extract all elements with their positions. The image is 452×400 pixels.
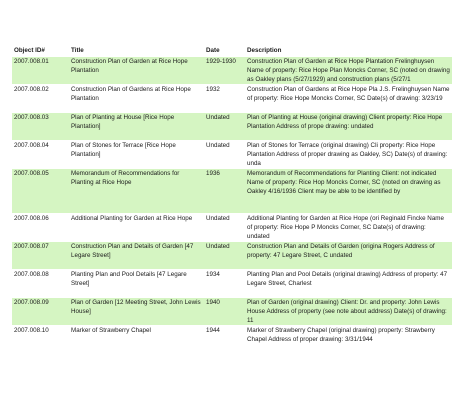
cell-object-id: 2007.008.01: [12, 57, 69, 85]
cell-description: Construction Plan of Gardens at Rice Hope Pla J.S. Frelinghuysen Name of property: Rice Hope Moncks Corner, SC Date(s) of drawing: 3/23/19: [247, 86, 450, 102]
cell-date: 1940: [204, 298, 245, 326]
table-row: [12, 242, 452, 270]
header-title: Title: [71, 47, 84, 54]
cell-description: Marker of Strawberry Chapel (original drawing) property: Strawberry Chapel Address of proper drawing: 3/31/1944: [247, 327, 435, 343]
cell-title: Plan of Garden [12 Meeting Street, John Lewis House]: [69, 298, 204, 326]
table-row: [12, 141, 452, 169]
cell-date: Undated: [206, 215, 230, 222]
cell-title: Plan of Planting at House [Rice Hope Plantation]: [69, 113, 204, 141]
catalog-table: [12, 46, 452, 354]
cell-object-id: 2007.008.10: [14, 327, 49, 334]
cell-date: 1934: [206, 271, 220, 278]
table-row: [12, 113, 452, 141]
cell-date: 1932: [206, 86, 220, 93]
cell-description: Plan of Garden (original drawing) Client: Dr. and property: John Lewis House Address of property (see note about address) Date(s) of drawing: 11: [245, 298, 452, 326]
cell-object-id: 2007.008.02: [14, 86, 49, 93]
cell-date: Undated: [204, 113, 245, 141]
cell-date: 1936: [204, 169, 245, 214]
cell-description: Additional Planting for Garden at Rice Hope (ori Reginald Fincke Name of property: Rice Hope P Moncks Corner, SC Date(s) of drawing: undated: [247, 215, 444, 240]
table-row: [12, 57, 452, 85]
cell-description: Planting Plan and Pool Details (original drawing) Address of property: 47 Legare Street, Charlest: [247, 271, 448, 287]
cell-object-id: 2007.008.08: [14, 271, 49, 278]
cell-title: Marker of Strawberry Chapel: [71, 327, 151, 334]
cell-title: Memorandum of Recommendations for Planting at Rice Hope: [69, 169, 204, 214]
cell-description: Construction Plan and Details of Garden (origina Rogers Address of property: 47 Legare Street, C undated: [245, 242, 452, 270]
cell-title: Construction Plan and Details of Garden [47 Legare Street]: [69, 242, 204, 270]
cell-title: Plan of Stones for Terrace [Rice Hope Plantation]: [71, 142, 176, 158]
table-row: [12, 326, 452, 354]
cell-date: Undated: [206, 142, 230, 149]
table-row: [12, 298, 452, 326]
cell-date: 1929-1930: [204, 57, 245, 85]
cell-date: Undated: [204, 242, 245, 270]
table-row: [12, 169, 452, 214]
cell-title: Additional Planting for Garden at Rice Hope: [71, 215, 193, 222]
cell-object-id: 2007.008.06: [14, 215, 49, 222]
header-object-id: Object ID#: [14, 47, 45, 54]
cell-description: Plan of Planting at House (original drawing) Client property: Rice Hope Plantation Address of prope drawing: undated: [245, 113, 452, 141]
cell-title: Construction Plan of Garden at Rice Hope Plantation: [69, 57, 204, 85]
table-row: [12, 214, 452, 242]
cell-title: Construction Plan of Gardens at Rice Hope Plantation: [71, 86, 191, 102]
table-row: [12, 270, 452, 298]
cell-object-id: 2007.008.07: [12, 242, 69, 270]
table-row: [12, 85, 452, 113]
cell-object-id: 2007.008.09: [12, 298, 69, 326]
cell-description: Construction Plan of Garden at Rice Hope Plantation Frelinghuysen Name of property: Rice Hope Plan Moncks Corner, SC (noted on drawing as Oakley plans (5/27/1929) and construction plans (5/27/1: [245, 57, 452, 85]
cell-object-id: 2007.008.03: [12, 113, 69, 141]
header-row: [12, 46, 452, 57]
cell-object-id: 2007.008.05: [12, 169, 69, 214]
header-description: Description: [247, 47, 282, 54]
header-date: Date: [206, 47, 220, 54]
cell-date: 1944: [206, 327, 220, 334]
cell-title: Planting Plan and Pool Details [47 Legare Street]: [71, 271, 187, 287]
cell-object-id: 2007.008.04: [14, 142, 49, 149]
cell-description: Plan of Stones for Terrace (original drawing) Cli property: Rice Hope Plantation Address of proper drawing as Oakley, SC) Date(s) of drawing: unda: [247, 142, 448, 167]
cell-description: Memorandum of Recommendations for Planting Client: not indicated Name of property: Rice Hop Moncks Corner, SC (noted on drawing as Oakley 4/16/1936 Client may be able to be identified by: [245, 169, 452, 214]
